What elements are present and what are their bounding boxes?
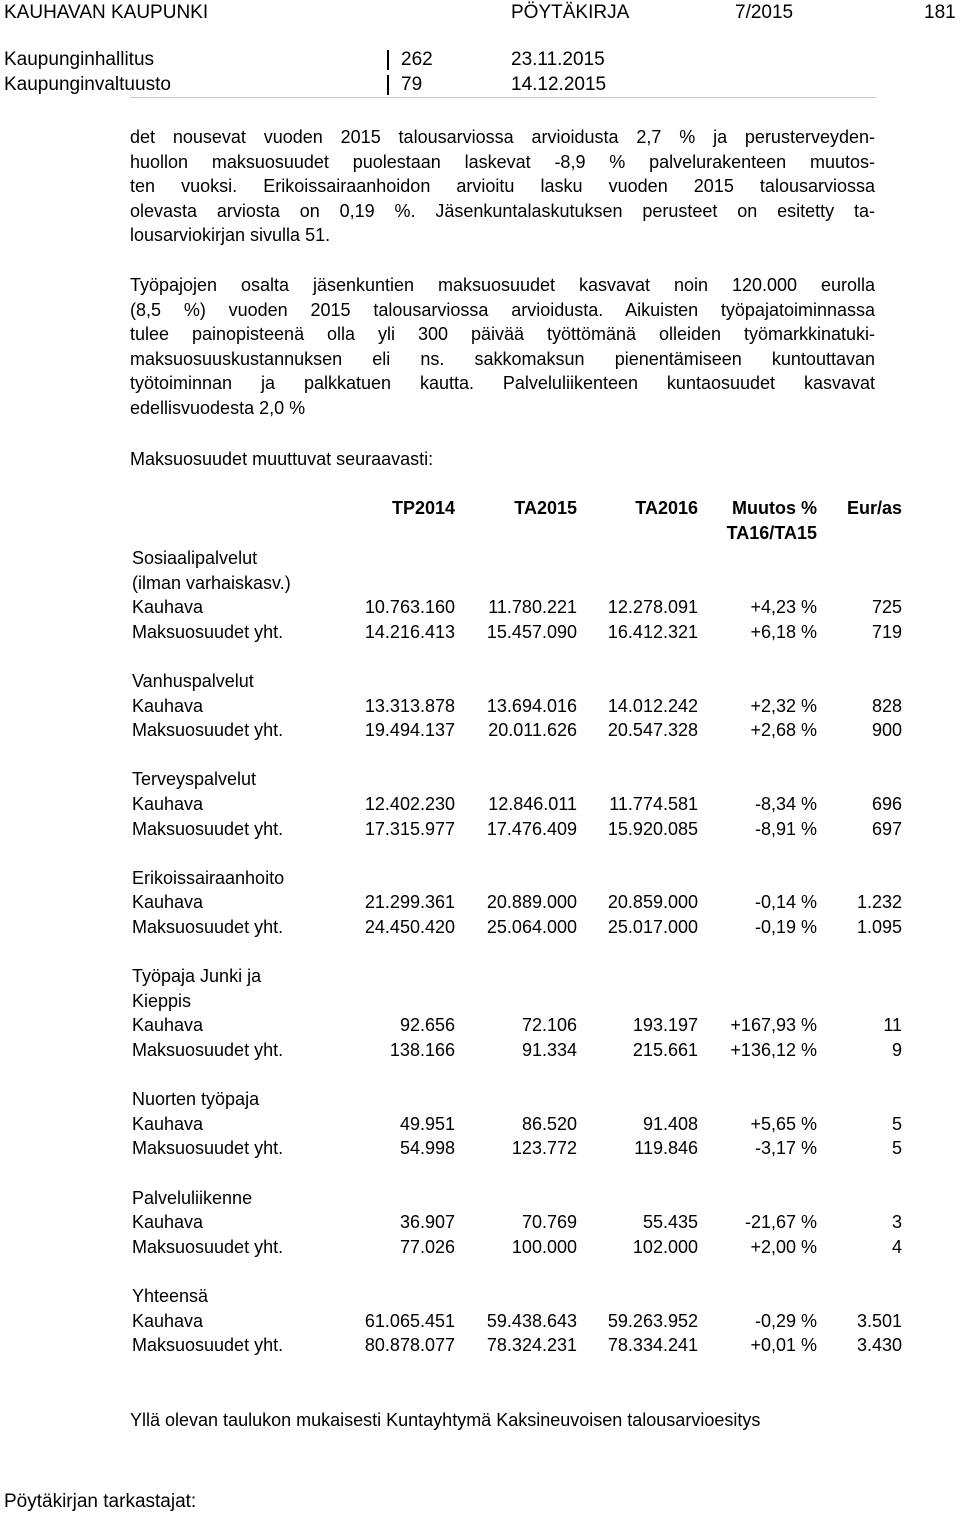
column-header: Muutos % (732, 498, 817, 518)
table-cell: 9 (891, 1040, 902, 1060)
table-cell: 36.907 (399, 1212, 455, 1233)
table-cell: 91.408 (642, 1113, 698, 1134)
meeting-date: 14.12.2015 (511, 74, 607, 95)
group-title: Erikoissairaanhoito (132, 867, 285, 888)
table-cell: 697 (871, 818, 902, 839)
header-divider (387, 50, 389, 70)
table-cell: 215.661 (632, 1040, 698, 1060)
table-cell: 696 (871, 794, 902, 814)
row-label: Maksuosuudet yht. (132, 917, 284, 937)
table-cell: 92.656 (399, 1015, 455, 1036)
table-cell: 78.334.241 (607, 1335, 698, 1356)
header-divider (387, 75, 389, 95)
table-cell: 900 (871, 720, 902, 741)
table-cell: 14.216.413 (364, 621, 455, 642)
table-cell: +6,18 % (750, 621, 817, 642)
table-cell: 100.000 (511, 1236, 577, 1257)
table-cell: 11.774.581 (609, 794, 698, 814)
row-label: Maksuosuudet yht. (132, 720, 284, 741)
text-line: Työpajojen osalta jäsenkuntien maksuosuudet kasvavat noin 120.000 eurolla (130, 275, 875, 295)
table-cell: 20.547.328 (607, 720, 698, 741)
row-label: Kauhava (132, 1015, 204, 1036)
table-cell: 20.889.000 (486, 892, 577, 913)
text-line: työtoiminnan ja palkkatuen kautta. Palveluliikenteen kuntaosuudet kasvavat (130, 373, 875, 393)
table-cell: -3,17 % (754, 1138, 817, 1159)
group-title: Vanhuspalvelut (132, 671, 254, 691)
group-title: Yhteensä (132, 1286, 209, 1306)
group-title: Kieppis (132, 990, 192, 1011)
table-cell: +0,01 % (750, 1335, 817, 1356)
table-cell: 11.780.221 (488, 597, 577, 618)
table-cell: 61.065.451 (364, 1310, 455, 1331)
doc-type: PÖYTÄKIRJA (511, 2, 630, 23)
row-label: Maksuosuudet yht. (132, 818, 284, 839)
table-cell: 102.000 (632, 1236, 698, 1257)
table-cell: +5,65 % (750, 1113, 817, 1134)
table-cell: 16.412.321 (607, 621, 698, 642)
meeting-date: 23.11.2015 (511, 49, 605, 70)
table-cell: +167,93 % (730, 1015, 817, 1036)
table-cell: 1.095 (856, 917, 902, 937)
table-cell: 10.763.160 (364, 597, 455, 618)
table-cell: 138.166 (389, 1040, 455, 1060)
row-label: Maksuosuudet yht. (132, 1138, 284, 1159)
org-name: KAUHAVAN KAUPUNKI (4, 2, 209, 23)
closing-text: Yllä olevan taulukon mukaisesti Kuntayhtymä Kaksineuvoisen talousarvioesitys (130, 1410, 761, 1430)
row-label: Kauhava (132, 1212, 204, 1233)
row-label: Maksuosuudet yht. (132, 1236, 284, 1257)
header-rule (130, 97, 876, 98)
row-label: Kauhava (132, 1310, 204, 1331)
table-cell: 119.846 (634, 1138, 698, 1159)
table-cell: 725 (871, 597, 902, 618)
table-cell: 72.106 (521, 1015, 577, 1036)
table-cell: +2,32 % (750, 695, 817, 716)
table-cell: 21.299.361 (364, 892, 455, 913)
row-label: Maksuosuudet yht. (132, 1335, 284, 1356)
body-name: Kaupunginvaltuusto (4, 74, 171, 95)
table-cell: 719 (871, 621, 902, 642)
text-line: tulee painopisteenä olla yli 300 päivää työttömänä olleiden työmarkkinatuki- (130, 324, 875, 344)
table-cell: 3.501 (856, 1310, 902, 1331)
text-line: ten vuoksi. Erikoissairaanhoidon arvioitu lasku vuoden 2015 talousarviossa (130, 176, 875, 196)
section-number: 79 (401, 74, 423, 95)
table-cell: 13.313.878 (364, 695, 455, 716)
table-cell: -21,67 % (744, 1212, 817, 1233)
table-cell: 5 (891, 1113, 902, 1134)
text-line: (8,5 %) vuoden 2015 talousarviossa arvioidusta. Aikuisten työpajatoiminnassa (130, 299, 875, 320)
table-cell: 12.278.091 (607, 597, 698, 618)
table-cell: 20.011.626 (488, 720, 577, 741)
table-cell: 25.017.000 (607, 917, 698, 937)
paragraph-2 (130, 273, 875, 420)
table-cell: 54.998 (399, 1138, 455, 1159)
text-line: det nousevat vuoden 2015 talousarviossa arvioidusta 2,7 % ja perusterveyden- (130, 127, 875, 147)
table-cell: 828 (871, 695, 902, 716)
table-cell: 15.457.090 (486, 621, 577, 642)
group-title: Sosiaalipalvelut (132, 548, 258, 568)
column-header: TA2015 (514, 498, 577, 518)
table-cell: 24.450.420 (364, 917, 455, 937)
issue-number: 7/2015 (735, 2, 794, 23)
table-cell: 91.334 (521, 1040, 577, 1060)
text-line: huollon maksuosuudet puolestaan laskevat -8,9 % palvelurakenteen muutos- (130, 151, 875, 172)
table-cell: 12.846.011 (488, 794, 577, 814)
table-cell: -0,29 % (754, 1310, 817, 1331)
table-cell: 1.232 (856, 892, 902, 913)
table-cell: 14.012.242 (607, 695, 698, 716)
table-cell: 19.494.137 (364, 720, 455, 741)
table-cell: 4 (891, 1236, 902, 1257)
table-intro: Maksuosuudet muuttuvat seuraavasti: (130, 449, 434, 469)
table-cell: 11 (883, 1015, 902, 1036)
table-cell: -0,14 % (754, 892, 817, 913)
table-cell: 49.951 (399, 1113, 455, 1134)
page-number: 181 (924, 2, 956, 23)
table-cell: 59.438.643 (486, 1310, 577, 1331)
paragraph-1 (130, 125, 875, 248)
footer-label: Pöytäkirjan tarkastajat: (4, 1491, 197, 1512)
table-cell: 80.878.077 (364, 1335, 455, 1356)
group-title: Palveluliikenne (132, 1187, 253, 1208)
column-header: TP2014 (391, 498, 455, 518)
text-line: edellisvuodesta 2,0 % (130, 397, 306, 418)
table-cell: 5 (891, 1138, 902, 1159)
table-cell: 15.920.085 (607, 818, 698, 839)
row-label: Kauhava (132, 794, 204, 814)
table-cell: 25.064.000 (486, 917, 577, 937)
group-title: Nuorten työpaja (132, 1089, 260, 1110)
table-cell: 3 (891, 1212, 902, 1233)
row-label: Kauhava (132, 1113, 204, 1134)
table-cell: 77.026 (399, 1236, 455, 1257)
body-name: Kaupunginhallitus (4, 49, 155, 70)
table-cell: +2,68 % (750, 720, 817, 741)
section-number: 262 (401, 49, 433, 70)
column-header: TA2016 (635, 498, 698, 518)
text-line: maksuosuuskustannuksen eli ns. sakkomaksun pienentämiseen kuntouttavan (130, 348, 875, 369)
group-title: Työpaja Junki ja (132, 966, 262, 987)
table-cell: 193.197 (632, 1015, 698, 1036)
table-cell: 20.859.000 (607, 892, 698, 913)
table-cell: 3.430 (856, 1335, 902, 1356)
row-label: Kauhava (132, 597, 204, 618)
table-cell: 13.694.016 (486, 695, 577, 716)
text-line: lousarviokirjan sivulla 51. (130, 225, 331, 245)
table-cell: 55.435 (642, 1212, 698, 1233)
text-line: olevasta arviosta on 0,19 %. Jäsenkuntalaskutuksen perusteet on esitetty ta- (130, 200, 875, 221)
table-cell: +2,00 % (750, 1236, 817, 1257)
row-label: Maksuosuudet yht. (132, 1040, 284, 1060)
table-cell: 17.476.409 (486, 818, 577, 839)
table-cell: 12.402.230 (364, 794, 455, 814)
table-cell: 70.769 (521, 1212, 577, 1233)
column-header-sub: TA16/TA15 (726, 522, 817, 543)
table-cell: 17.315.977 (364, 818, 455, 839)
row-label: Kauhava (132, 695, 204, 716)
table-cell: -8,91 % (754, 818, 817, 839)
table-cell: 59.263.952 (607, 1310, 698, 1331)
table-cell: 123.772 (511, 1138, 577, 1159)
table-cell: +4,23 % (750, 597, 817, 618)
table-cell: 86.520 (521, 1113, 577, 1134)
table-cell: 78.324.231 (486, 1335, 577, 1356)
column-header: Eur/as (846, 498, 902, 518)
row-label: Kauhava (132, 892, 204, 913)
group-title: Terveyspalvelut (132, 769, 257, 790)
table-cell: -8,34 % (754, 794, 817, 814)
table-cell: -0,19 % (754, 917, 817, 937)
table-cell: +136,12 % (730, 1040, 817, 1060)
row-label: Maksuosuudet yht. (132, 621, 284, 642)
group-title: (ilman varhaiskasv.) (132, 572, 291, 593)
